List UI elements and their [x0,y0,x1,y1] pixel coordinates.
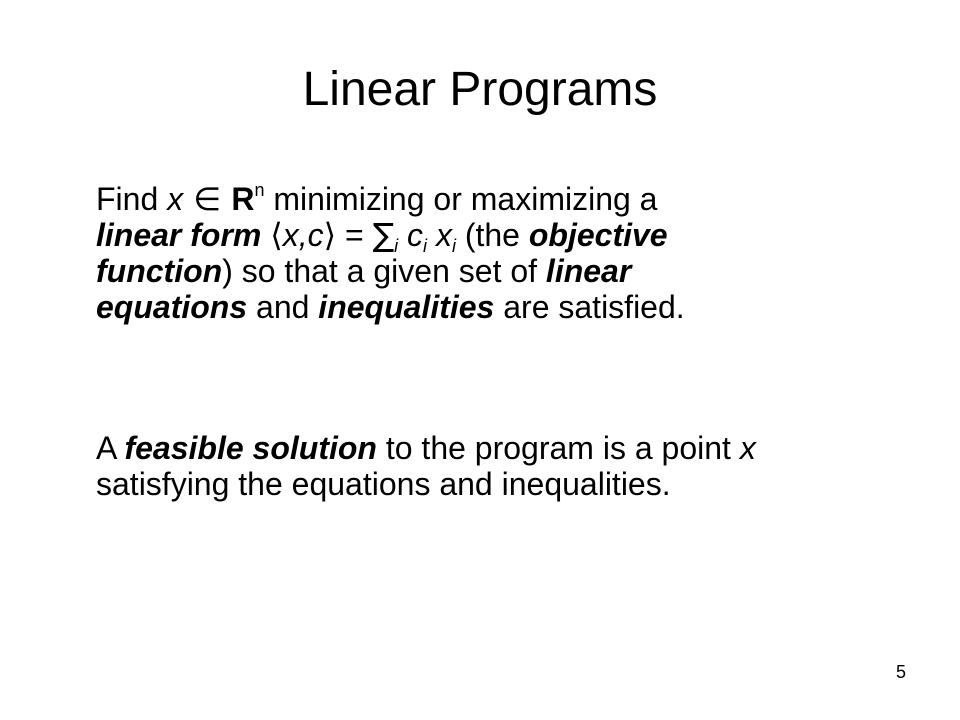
text-so-that: ) so that a given set of [222,253,546,289]
variable-index: i [451,236,456,256]
equals-sign: = [336,217,373,253]
coefficient-index: i [423,236,428,256]
sum-index: i [394,236,399,256]
text-are-satisfied: are satisfied. [494,289,685,325]
element-of-symbol: ∈ [183,180,232,218]
term-linear-form: linear form [96,217,262,253]
space [261,217,270,253]
term-feasible-solution: feasible solution [124,430,377,466]
space [398,217,407,253]
text-minimizing: minimizing or maximizing a [264,181,658,217]
right-angle-symbol: ⟩ [323,216,337,254]
dimension-n: n [254,180,265,200]
reals-symbol: R [231,181,255,217]
term-linear: linear [545,253,632,289]
term-equations: equations [96,289,248,325]
sum-symbol: ∑ [372,216,395,254]
text-the: (the [455,217,529,253]
definition-paragraph [96,181,876,325]
variable-x: x [739,430,756,466]
variable-x: x [167,181,184,217]
text-and: and [247,289,319,325]
variable-x-i: x [435,217,452,253]
page-number: 5 [895,662,906,682]
space [427,217,436,253]
text-to-the-program: to the program is a point [376,430,740,466]
text-satisfying: satisfying the equations and inequalities. [96,466,671,502]
slide-title: Linear Programs [302,63,658,116]
find-text: Find [96,181,168,217]
left-angle-symbol: ⟨ [270,216,283,254]
coefficient-c: c [407,217,424,253]
feasible-solution-paragraph [96,430,876,502]
term-objective: objective [528,217,668,253]
term-function: function [96,253,223,289]
inner-product-args: x,c [282,217,324,253]
term-inequalities: inequalities [318,289,495,325]
text-a: A [96,430,125,466]
